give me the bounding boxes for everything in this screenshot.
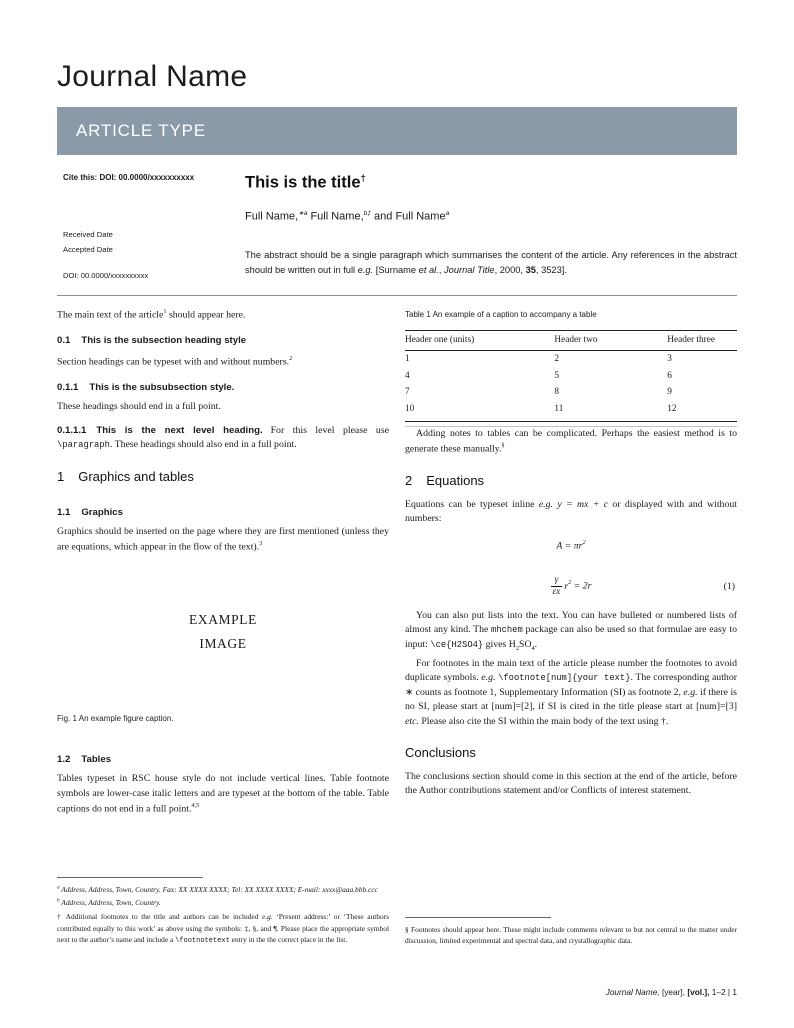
footnote-address-a: $^a$ Address, Address, Town, Country. Fax: XX XXXX XXXX; Tel: XX XXXX XXXX; E-mail: xxxx@aaa.bbb.ccc bbox=[57, 884, 378, 894]
footer-volume: [vol.], bbox=[685, 987, 710, 997]
table-cell: 6 bbox=[667, 370, 672, 381]
footnote-mark-a: a bbox=[57, 884, 60, 891]
table-cell: 11 bbox=[554, 402, 667, 422]
table-cell: 5 bbox=[554, 370, 560, 381]
cite-doi: Cite this: DOI: 00.0000/xxxxxxxxxx bbox=[63, 173, 195, 182]
footer-pages: 1–2 bbox=[709, 987, 726, 997]
page-footer: Journal Name, [year], [vol.], 1–2 | 1 bbox=[605, 987, 737, 997]
footnote-dagger: † Additional footnotes to the title and authors can be included e.g. ‘Present address:’ or ‘These authors contributed equally to this work’ as above using the symbols: ‡, §, and ¶. Please place the appropriate symbol next to the author’s name and include a \footnotetext entry in the the correct place in the list. bbox=[57, 912, 389, 945]
right-footnote-block bbox=[405, 917, 737, 949]
footer-page-number: 1 bbox=[732, 987, 737, 997]
left-column bbox=[57, 307, 389, 949]
figure-caption: Fig. 1 An example figure caption. bbox=[57, 713, 174, 723]
table-row bbox=[405, 368, 737, 385]
title-footnote-mark: † bbox=[360, 173, 366, 184]
author: and Full Name bbox=[370, 210, 446, 223]
volume-ref: 35 bbox=[525, 265, 536, 276]
abbrev-etal: et al. bbox=[418, 265, 439, 276]
example-table bbox=[405, 330, 737, 422]
body-columns bbox=[57, 307, 737, 949]
author-mark: a bbox=[445, 209, 450, 217]
author: Full Name, bbox=[245, 210, 299, 223]
left-footnote-block bbox=[57, 877, 389, 949]
article-title: This is the title† bbox=[245, 173, 366, 192]
intro-paragraph: The main text of the article$^1$ should appear here. bbox=[57, 307, 246, 320]
figure-placeholder bbox=[57, 563, 389, 701]
table-cell: 2 bbox=[554, 353, 560, 364]
table-cell: 3 bbox=[667, 353, 672, 364]
fraction: $\frac{\gamma}{\varepsilon x}$ bbox=[552, 575, 561, 598]
footnote-ref-1: 1 bbox=[163, 307, 167, 315]
footnote-rule bbox=[57, 877, 203, 878]
section-heading-1: 1 Graphics and tables bbox=[57, 468, 194, 484]
dates-block bbox=[63, 228, 245, 258]
doi: DOI: 00.0000/xxxxxxxxxx bbox=[63, 270, 149, 280]
table-notes-paragraph: Adding notes to tables can be complicated. Perhaps the easiest method is to generate these manually.§ bbox=[405, 427, 737, 455]
equations-paragraph: Equations can be typeset inline e.g. y = mx + c or displayed with and without numbers: bbox=[405, 498, 737, 525]
latex-package: mhchem bbox=[491, 625, 523, 636]
right-column bbox=[405, 307, 737, 949]
figure-caption-label: Fig. 1 bbox=[57, 713, 78, 723]
conclusions-heading: Conclusions bbox=[405, 745, 476, 761]
abbrev-eg: e.g. bbox=[538, 498, 553, 510]
title-column bbox=[245, 173, 737, 280]
journal-name: Journal Name bbox=[57, 60, 248, 93]
author: Full Name, bbox=[307, 210, 364, 223]
display-equation-1: $\frac{\gamma}{\varepsilon x}$ r$^2$ = 2r (1) bbox=[552, 575, 735, 598]
author-list bbox=[245, 209, 737, 223]
table-header-cell: Header one (units) bbox=[405, 330, 554, 351]
subsection-heading-11: 1.1 Graphics bbox=[57, 506, 123, 518]
subsection-heading: 0.1 This is the subsection heading style bbox=[57, 335, 247, 347]
abbrev-eg: e.g. bbox=[262, 912, 273, 922]
table-caption-label: Table 1 bbox=[405, 309, 431, 319]
table-header-row bbox=[405, 330, 737, 351]
display-equation-unnumbered: A = πr$^2$ bbox=[556, 538, 586, 551]
footnote-rule bbox=[405, 917, 551, 918]
author-mark: b‡ bbox=[363, 209, 371, 217]
received-date: Received Date bbox=[63, 230, 113, 239]
equation-number: (1) bbox=[723, 580, 735, 592]
subsection-paragraph: Section headings can be typeset with and without numbers.$^2$ bbox=[57, 354, 293, 367]
abbrev-eg: e.g. bbox=[481, 672, 496, 684]
footnote-ref-2: 2 bbox=[289, 354, 293, 362]
table-cell: 8 bbox=[554, 387, 560, 398]
table-header-cell: Header three bbox=[667, 330, 737, 351]
footnote-section-mark: § Footnotes should appear here. These might include comments relevant to but not central to the matter under discussion, limited experimental and spectral data, and crystallographic data. bbox=[405, 925, 737, 946]
paragraph-heading-number: 0.1.1.1 bbox=[57, 424, 87, 436]
header-block bbox=[57, 173, 737, 280]
table-row bbox=[405, 402, 737, 422]
footnote-ref-section: § bbox=[501, 442, 505, 450]
footnote-address-b: $^b$ Address, Address, Town, Country. bbox=[57, 897, 161, 908]
subsubsection-paragraph: These headings should end in a full point. bbox=[57, 401, 221, 413]
table-cell: 1 bbox=[405, 353, 410, 364]
abstract: The abstract should be a single paragraph which summarises the content of the article. Any references in the abstract should be written out in full e.g. [Surname et al., Journal Title, 2000, 35, 3523]. bbox=[245, 250, 737, 276]
tables-paragraph: Tables typeset in RSC house style do not include vertical lines. Table footnote symbols are lower-case italic letters and are typeset at the bottom of the table. Table captions do not end in a full point.$^{4,5}$ bbox=[57, 773, 389, 815]
table-cell: 12 bbox=[667, 402, 737, 422]
section-heading-2: 2 Equations bbox=[405, 473, 485, 489]
abbrev-eg: e.g. bbox=[683, 686, 698, 698]
table-header-cell: Header two bbox=[554, 330, 667, 351]
latex-command: \footnotetext bbox=[175, 936, 230, 945]
author-mark: ∗a bbox=[298, 209, 308, 217]
masthead bbox=[0, 0, 794, 94]
paragraph-level-block: 0.1.1.1 This is the next level heading. For this level please use \paragraph. These headings should also end in a full point. bbox=[57, 424, 389, 451]
abbrev-etc: etc. bbox=[405, 715, 419, 727]
graphics-paragraph: Graphics should be inserted on the page where they are first mentioned (unless they are equations, which appear in the flow of the text).$^3$ bbox=[57, 525, 389, 553]
conclusions-paragraph: The conclusions section should come in this section at the end of the article, before the Author contributions statement and/or Conflicts of interest statement. bbox=[405, 770, 737, 797]
article-type-banner bbox=[57, 107, 737, 155]
footnote-ref-45: 4,5 bbox=[191, 802, 200, 810]
table-caption: Table 1 An example of a caption to accompany a table bbox=[405, 309, 597, 319]
accepted-date: Accepted Date bbox=[63, 244, 113, 254]
meta-column bbox=[57, 173, 245, 280]
table-cell: 9 bbox=[667, 387, 672, 398]
table-cell: 4 bbox=[405, 370, 410, 381]
subsection-heading-12: 1.2 Tables bbox=[57, 753, 112, 765]
figure-placeholder-text: EXAMPLE IMAGE bbox=[189, 612, 257, 651]
table-cell: 7 bbox=[405, 387, 410, 398]
table-row bbox=[405, 385, 737, 402]
inline-math: y = mx + c bbox=[552, 498, 613, 510]
latex-command: \ce{H2SO4} bbox=[430, 639, 484, 650]
footnotes-guidance-paragraph: For footnotes in the main text of the article please number the footnotes to avoid duplicate symbols. e.g. \footnote[num]{your text}. The corresponding author ∗ counts as footnote 1, Supplementary Information (SI) as footnote 2, e.g. if there is no SI, please start at [num]=[2], if SI is cited in the title please start at [num]=[3] etc. Please also cite the SI within the main body of the text using †. bbox=[405, 657, 737, 727]
table-cell: 10 bbox=[405, 402, 554, 422]
article-type-label: ARTICLE TYPE bbox=[76, 121, 206, 140]
footnote-ref-3: 3 bbox=[259, 540, 263, 548]
abbrev-eg: e.g. bbox=[357, 265, 374, 276]
footnote-mark-b: b bbox=[57, 897, 60, 904]
latex-command: \footnote[num]{your text} bbox=[498, 673, 631, 684]
header-rule bbox=[57, 295, 737, 296]
latex-command: \paragraph bbox=[57, 440, 110, 451]
journal-title-ref: Journal Title bbox=[444, 265, 495, 276]
lists-paragraph: You can also put lists into the text. You can have bulleted or numbered lists of almost any kind. The mhchem package can also be used so that formulae are easy to input: \ce{H2SO4} gives $H_2SO_4$. bbox=[405, 609, 737, 652]
footnote-mark-dagger: † bbox=[57, 912, 63, 922]
footnote-mark-section: § bbox=[405, 925, 409, 935]
table-row bbox=[405, 351, 737, 368]
footer-journal-name: Journal Name, bbox=[605, 987, 660, 997]
subsubsection-heading: 0.1.1 This is the subsubsection style. bbox=[57, 382, 235, 394]
paragraph-heading-text: This is the next level heading. bbox=[96, 424, 263, 436]
